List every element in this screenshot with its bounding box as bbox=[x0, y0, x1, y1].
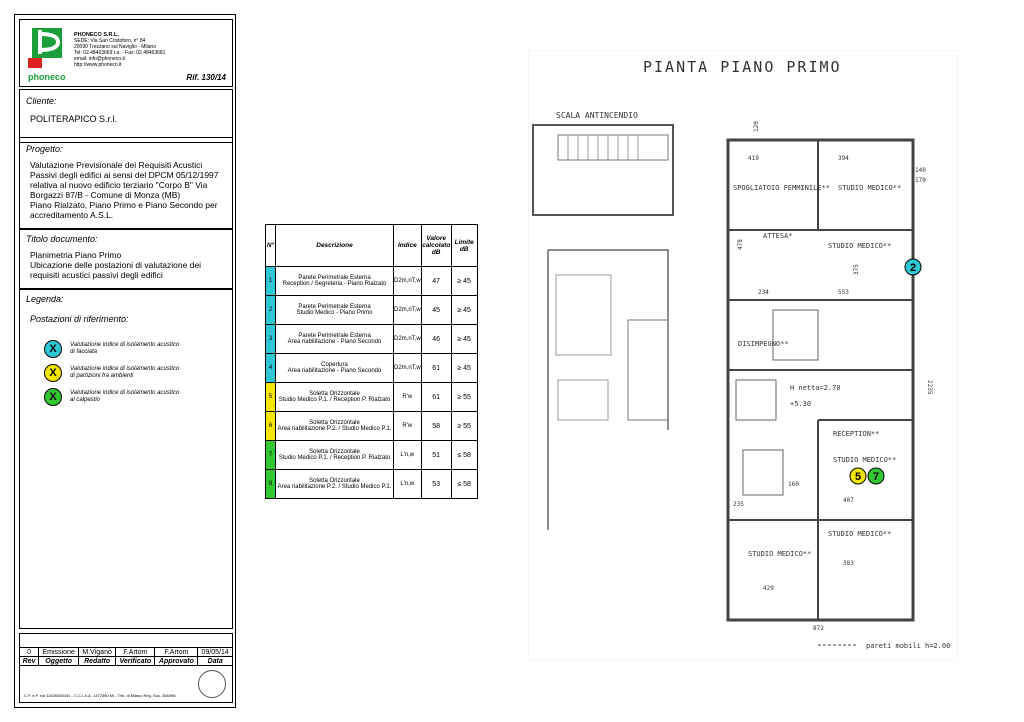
scala-label: SCALA ANTINCENDIO bbox=[556, 111, 638, 120]
row-valore: 51 bbox=[421, 441, 451, 470]
row-limite: ≥ 45 bbox=[451, 325, 477, 354]
rev-cell: 0 bbox=[20, 648, 39, 657]
legend-text: di facciata bbox=[70, 349, 98, 355]
dim-label: 394 bbox=[838, 155, 849, 162]
company-info bbox=[74, 32, 165, 68]
phoneco-logo bbox=[24, 24, 74, 82]
desc-line: Parete Perimetrale Esterna bbox=[298, 275, 371, 281]
legenda-label: Legenda: bbox=[26, 294, 64, 304]
cliente-section bbox=[19, 89, 233, 143]
row-indice: D2m,nT,w bbox=[394, 354, 422, 383]
room-label: RECEPTION** bbox=[833, 430, 880, 438]
room-label: SPOGLIATOIO FEMMINILE** bbox=[733, 184, 830, 192]
row-indice: R'w bbox=[394, 412, 422, 441]
marker-2-label: 2 bbox=[909, 262, 917, 274]
row-description bbox=[276, 354, 394, 383]
dim-label: 120 bbox=[753, 121, 760, 132]
address-line: Tel: 02.48463669 r.a. - Fax: 02.48463681 bbox=[74, 50, 166, 56]
legend-item-facciata bbox=[44, 340, 179, 358]
row-valore: 61 bbox=[421, 383, 451, 412]
desc-line: Soletta Orizzontale bbox=[309, 391, 360, 397]
table-row bbox=[266, 296, 478, 325]
row-description bbox=[276, 412, 394, 441]
table-row bbox=[266, 354, 478, 383]
company-name: PHONECO S.R.L. bbox=[74, 32, 119, 38]
dim-label: 478 bbox=[737, 239, 744, 250]
company-header bbox=[19, 19, 233, 87]
room-label: STUDIO MEDICO** bbox=[828, 242, 892, 250]
row-valore: 47 bbox=[421, 267, 451, 296]
progetto-section bbox=[19, 137, 233, 229]
rev-cell: 09/05/14 bbox=[198, 648, 233, 657]
floor-plan bbox=[528, 50, 958, 660]
rev-header: Approvato bbox=[155, 657, 198, 666]
rev-cell: F.Artom bbox=[116, 648, 155, 657]
progetto-line: Borgazzi 87/B - Comune di Monza (MB) bbox=[30, 190, 181, 200]
row-valore: 53 bbox=[421, 470, 451, 499]
dim-label: 140 bbox=[915, 167, 926, 174]
desc-line: Parete Perimetrale Esterna bbox=[298, 333, 371, 339]
row-description bbox=[276, 470, 394, 499]
dim-label: 429 bbox=[763, 585, 774, 592]
titolo-section bbox=[19, 229, 233, 289]
h-netta-label: H netta=2.70 bbox=[790, 384, 841, 392]
titolo-line: Planimetria Piano Primo bbox=[30, 250, 122, 260]
dim-label: 160 bbox=[788, 481, 799, 488]
desc-line: Studio Medico - Piano Primo bbox=[296, 310, 373, 316]
row-indice: R'w bbox=[394, 383, 422, 412]
table-header: Valore calcolato dB bbox=[421, 225, 451, 267]
cliente-label: Cliente: bbox=[26, 96, 57, 106]
row-number: 4 bbox=[266, 354, 276, 383]
legend-text: Valutazione indice di isolamento acustico bbox=[70, 342, 180, 348]
table-header: Limite dB bbox=[451, 225, 477, 267]
progetto-label: Progetto: bbox=[26, 144, 63, 154]
titolo-label: Titolo documento: bbox=[26, 234, 98, 244]
row-number: 2 bbox=[266, 296, 276, 325]
rev-header: Redatto bbox=[79, 657, 116, 666]
dim-label: 235 bbox=[733, 501, 744, 508]
marker-7-label: 7 bbox=[872, 471, 880, 483]
row-description bbox=[276, 325, 394, 354]
row-number: 1 bbox=[266, 267, 276, 296]
row-description bbox=[276, 441, 394, 470]
progetto-line: accreditamento A.S.L. bbox=[30, 210, 114, 220]
legend-text: al calpestio bbox=[70, 397, 101, 403]
address-line: email: info@phoneco.it bbox=[74, 56, 125, 62]
row-number: 6 bbox=[266, 412, 276, 441]
rev-header: Rev bbox=[20, 657, 39, 666]
row-limite: ≥ 55 bbox=[451, 412, 477, 441]
certification-seal-icon bbox=[198, 670, 226, 698]
row-number: 5 bbox=[266, 383, 276, 412]
table-row bbox=[266, 412, 478, 441]
table-row bbox=[266, 470, 478, 499]
table-row bbox=[266, 383, 478, 412]
revision-row bbox=[20, 648, 233, 657]
legenda-section bbox=[19, 289, 233, 629]
reference-number: Rif. 130/14 bbox=[186, 73, 226, 82]
revision-spacer bbox=[20, 634, 233, 648]
rev-cell: M.Viganò bbox=[79, 648, 116, 657]
row-valore: 58 bbox=[421, 412, 451, 441]
dim-label: 170 bbox=[915, 177, 926, 184]
room-label: STUDIO MEDICO** bbox=[838, 184, 902, 192]
level-label: +5.30 bbox=[790, 400, 812, 408]
titolo-line: Ubicazione delle postazioni di valutazione dei bbox=[30, 260, 202, 270]
pareti-mobili-label: pareti mobili h=2.00 bbox=[866, 642, 951, 650]
room-label: ATTESA* bbox=[763, 232, 793, 240]
address-line: SEDE: Via San Cristoforo, n° 84 bbox=[74, 38, 146, 44]
table-header: N° bbox=[266, 225, 276, 267]
desc-line: Parete Perimetrale Esterna bbox=[298, 304, 371, 310]
legend-text: Valutazione indice di isolamento acustico bbox=[70, 390, 180, 396]
progetto-line: relativa al nuovo edificio terziario "Corpo B" Via bbox=[30, 180, 208, 190]
table-row bbox=[266, 267, 478, 296]
table-header: Descrizione bbox=[276, 225, 394, 267]
row-limite: ≤ 58 bbox=[451, 441, 477, 470]
row-indice: L'n,w bbox=[394, 441, 422, 470]
title-block bbox=[14, 14, 236, 708]
desc-line: Studio Medico P.1. / Reception P. Rialzato bbox=[278, 455, 391, 461]
legend-item-calpestio bbox=[44, 388, 179, 406]
dim-label: 872 bbox=[813, 625, 824, 632]
room-label: DISIMPEGNO** bbox=[738, 340, 789, 348]
revision-table bbox=[19, 633, 233, 666]
row-number: 7 bbox=[266, 441, 276, 470]
desc-line: Soletta Orizzontale bbox=[309, 420, 360, 426]
titolo-line: requisiti acustici passivi degli edifici bbox=[30, 270, 163, 280]
row-indice: D2m,nT,w bbox=[394, 325, 422, 354]
row-description bbox=[276, 267, 394, 296]
table-row bbox=[266, 325, 478, 354]
rev-header: Verificato bbox=[116, 657, 155, 666]
desc-line: Area riabilitazione - Piano Secondo bbox=[287, 339, 382, 345]
desc-line: Soletta Orizzontale bbox=[309, 478, 360, 484]
row-valore: 45 bbox=[421, 296, 451, 325]
row-indice: L'n,w bbox=[394, 470, 422, 499]
table-header: Indice bbox=[394, 225, 422, 267]
progetto-line: Passivi degli edifici ai sensi del DPCM 05/12/1997 bbox=[30, 170, 219, 180]
row-limite: ≤ 58 bbox=[451, 470, 477, 499]
address-line: 20090 Trezzano sul Naviglio - Milano bbox=[74, 44, 156, 50]
footer-text: C.F. e P. Iva 11526630151 - C.C.I.A.A. 1472390 Mi - Trib. di Milano Reg. Soc. 356098 bbox=[24, 693, 176, 698]
titolo-text bbox=[30, 250, 201, 280]
room-label: STUDIO MEDICO** bbox=[748, 550, 812, 558]
row-description bbox=[276, 383, 394, 412]
green-marker-icon: X bbox=[44, 388, 62, 406]
rev-cell: F.Artom bbox=[155, 648, 198, 657]
rev-header: Data bbox=[198, 657, 233, 666]
rev-header: Oggetto bbox=[39, 657, 79, 666]
footer-box bbox=[19, 665, 233, 703]
desc-line: Studio Medico P.1. / Reception P. Rialzato bbox=[278, 397, 391, 403]
row-indice: D2m,nT,w bbox=[394, 296, 422, 325]
desc-line: Reception / Segreteria - Piano Rialzato bbox=[282, 281, 387, 287]
cliente-value: POLITERAPICO S.r.l. bbox=[30, 114, 118, 124]
desc-line: Area riabilitazione P.2. / Studio Medico P.1. bbox=[277, 484, 392, 490]
row-valore: 46 bbox=[421, 325, 451, 354]
dim-label: 383 bbox=[843, 560, 854, 567]
plan-title: PIANTA PIANO PRIMO bbox=[643, 58, 842, 76]
row-number: 3 bbox=[266, 325, 276, 354]
legend-text: di partizioni fra ambienti bbox=[70, 373, 134, 379]
rev-cell: Emissione bbox=[39, 648, 79, 657]
desc-line: Soletta Orizzontale bbox=[309, 449, 360, 455]
address-line: http://www.phoneco.it bbox=[74, 62, 122, 68]
dim-label: 419 bbox=[748, 155, 759, 162]
results-table bbox=[265, 224, 478, 499]
dim-label: 375 bbox=[853, 264, 860, 275]
table-header-row bbox=[266, 225, 478, 267]
row-description bbox=[276, 296, 394, 325]
svg-text:phoneco: phoneco bbox=[28, 72, 66, 82]
marker-5-label: 5 bbox=[854, 471, 862, 483]
room-label: STUDIO MEDICO** bbox=[828, 530, 892, 538]
row-indice: D2m,nT,w bbox=[394, 267, 422, 296]
row-limite: ≥ 55 bbox=[451, 383, 477, 412]
row-limite: ≥ 45 bbox=[451, 267, 477, 296]
dim-label: 2235 bbox=[926, 380, 933, 395]
progetto-line: Piano Rialzato, Piano Primo e Piano Secondo per bbox=[30, 200, 218, 210]
dim-label: 234 bbox=[758, 289, 769, 296]
row-limite: ≥ 45 bbox=[451, 296, 477, 325]
table-row bbox=[266, 441, 478, 470]
row-number: 8 bbox=[266, 470, 276, 499]
desc-line: Copertura bbox=[321, 362, 348, 368]
progetto-text bbox=[30, 160, 219, 220]
dim-label: 407 bbox=[843, 497, 854, 504]
legend-item-partizioni bbox=[44, 364, 179, 382]
dim-label: 553 bbox=[838, 289, 849, 296]
desc-line: Area riabilitazione P.2. / Studio Medico P.1. bbox=[277, 426, 392, 432]
legend-text: Valutazione indice di isolamento acustico bbox=[70, 366, 180, 372]
legenda-subtitle: Postazioni di riferimento: bbox=[30, 314, 129, 324]
desc-line: Area riabilitazione - Piano Secondo bbox=[287, 368, 382, 374]
room-label: STUDIO MEDICO** bbox=[833, 456, 897, 464]
yellow-marker-icon: X bbox=[44, 364, 62, 382]
row-limite: ≥ 45 bbox=[451, 354, 477, 383]
progetto-line: Valutazione Previsionale dei Requisiti Acustici bbox=[30, 160, 203, 170]
row-valore: 61 bbox=[421, 354, 451, 383]
cyan-marker-icon: X bbox=[44, 340, 62, 358]
